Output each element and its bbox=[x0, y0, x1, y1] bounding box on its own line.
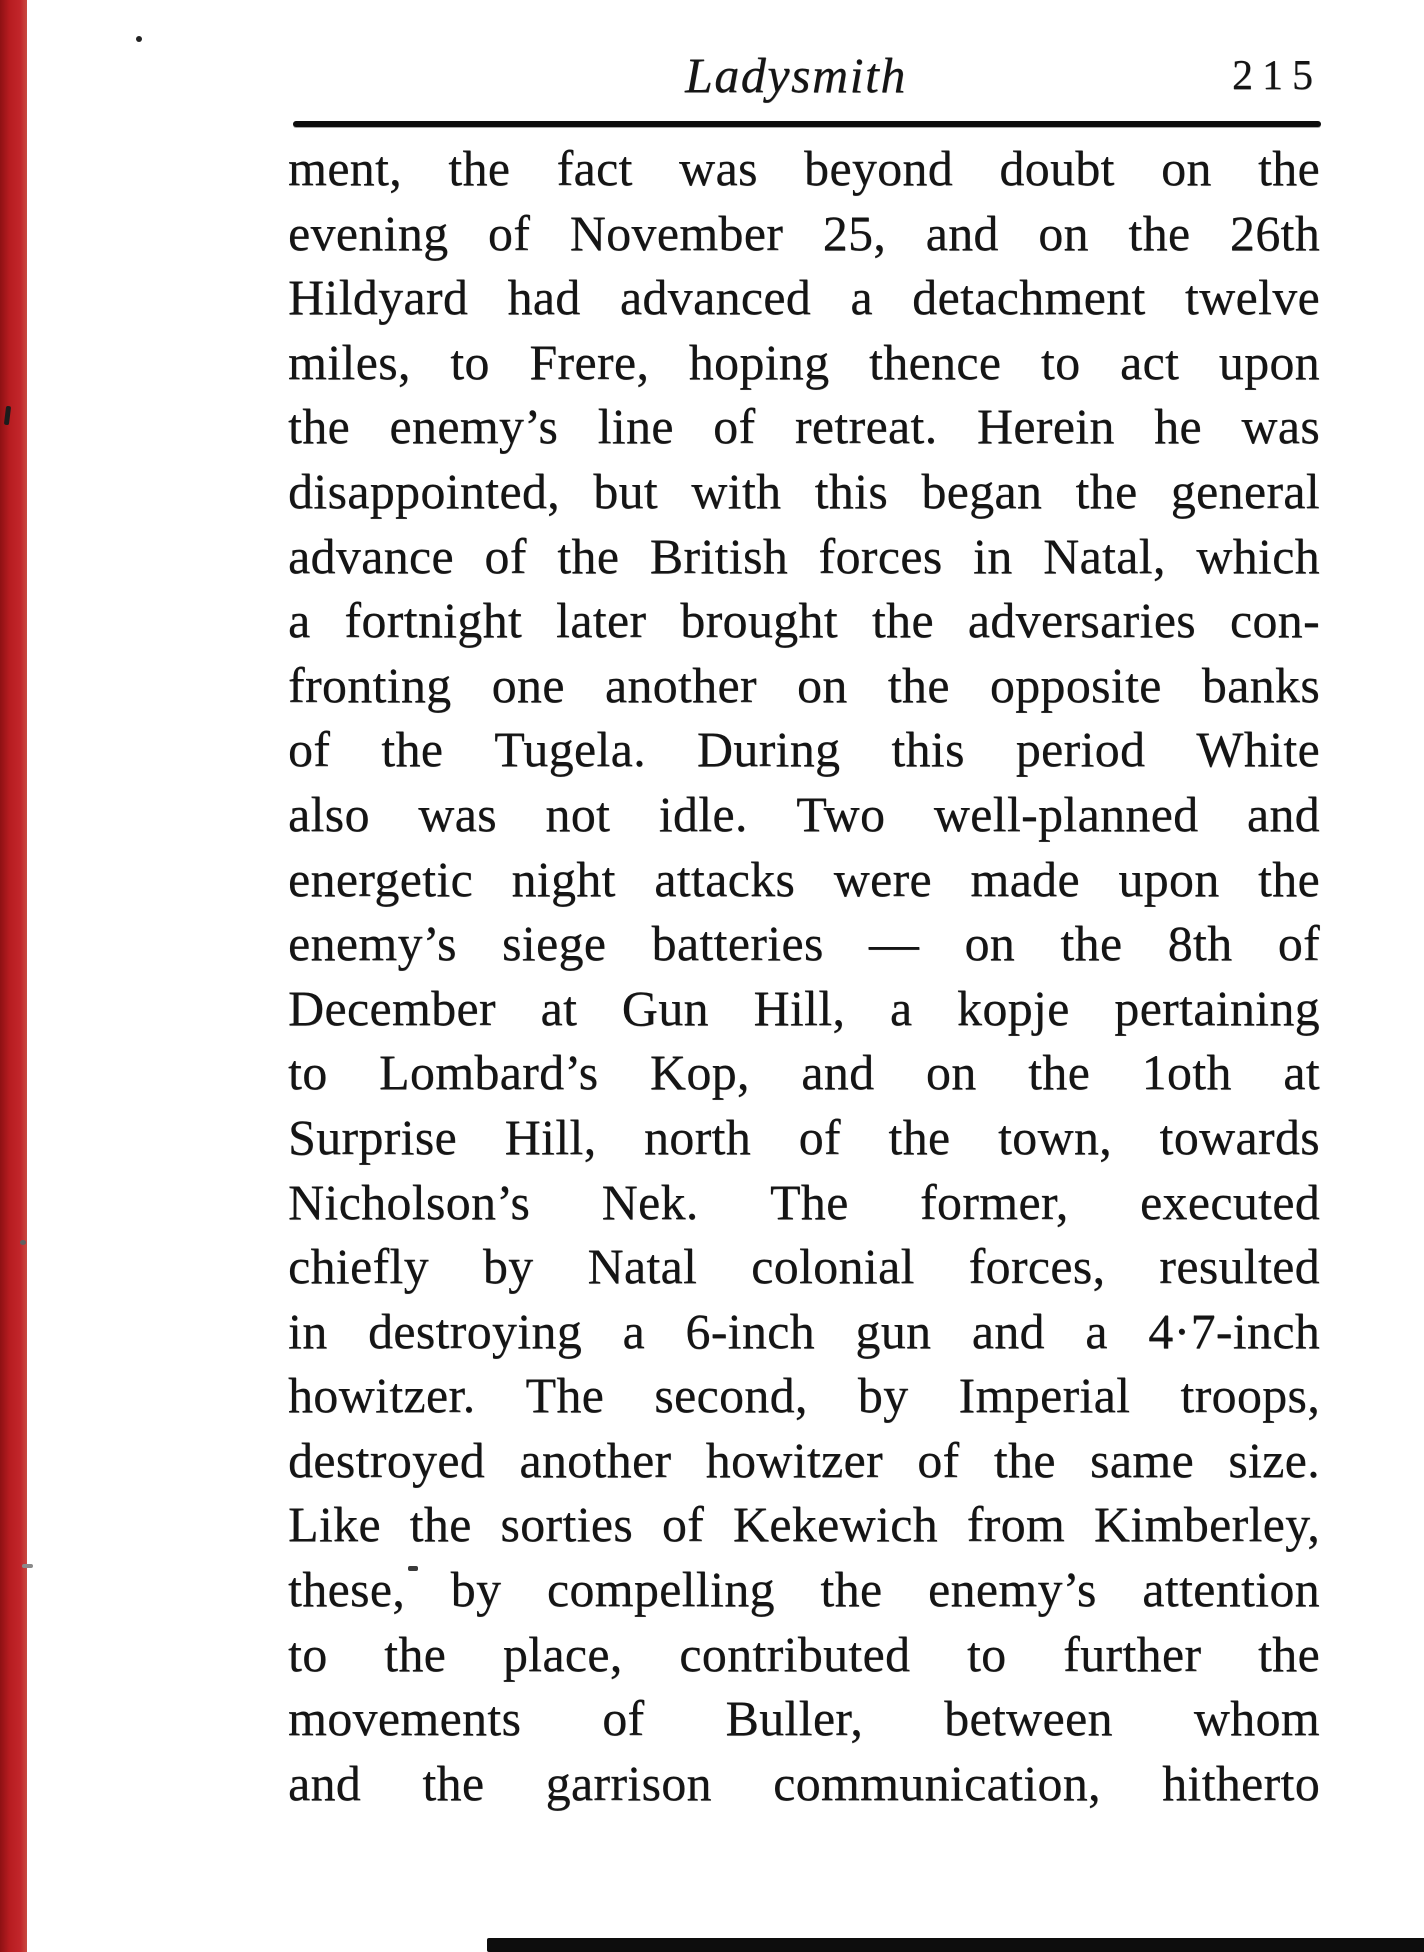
word: 6-inch bbox=[685, 1302, 815, 1359]
word: Frere, bbox=[529, 333, 650, 390]
word: well-planned bbox=[933, 785, 1199, 842]
word: Kop, bbox=[649, 1044, 750, 1101]
word: beyond bbox=[804, 140, 954, 196]
header-rule bbox=[293, 121, 1321, 127]
word: Hildyard bbox=[288, 269, 469, 326]
word: destroyed bbox=[288, 1431, 486, 1488]
text-line bbox=[288, 333, 1320, 398]
word: 1oth bbox=[1141, 1044, 1232, 1101]
word: whom bbox=[1193, 1690, 1320, 1747]
word: chiefly bbox=[288, 1238, 429, 1295]
word: towards bbox=[1159, 1108, 1320, 1165]
word: Hill, bbox=[504, 1108, 597, 1165]
word: a bbox=[850, 269, 873, 326]
text-line bbox=[288, 1625, 1320, 1690]
word: of bbox=[484, 527, 527, 584]
word: Buller, bbox=[725, 1690, 864, 1747]
word: twelve bbox=[1184, 269, 1320, 326]
word: Nek. bbox=[601, 1173, 699, 1230]
word: adversaries bbox=[967, 592, 1196, 649]
word: and bbox=[971, 1302, 1045, 1359]
book-edge-red-strip bbox=[0, 0, 27, 1952]
word: and bbox=[925, 204, 999, 261]
word: Herein bbox=[976, 398, 1115, 455]
word: 25, bbox=[822, 204, 887, 261]
word: not bbox=[545, 785, 611, 842]
word: was bbox=[679, 140, 758, 196]
word: another bbox=[604, 656, 757, 713]
word: enemy’s bbox=[288, 915, 457, 972]
body-text-block bbox=[288, 139, 1320, 1818]
word: White bbox=[1196, 721, 1320, 778]
word: at bbox=[1283, 1044, 1320, 1101]
text-line bbox=[288, 1237, 1320, 1302]
word: evening bbox=[288, 204, 449, 261]
word: gun bbox=[855, 1302, 932, 1359]
word: The bbox=[525, 1367, 605, 1424]
word: this bbox=[814, 462, 889, 519]
word: compelling bbox=[546, 1561, 775, 1618]
word: destroying bbox=[367, 1302, 583, 1359]
word: but bbox=[593, 462, 658, 519]
word: sorties bbox=[500, 1496, 634, 1553]
word: The bbox=[769, 1173, 849, 1230]
word: these, bbox=[288, 1561, 406, 1618]
word: were bbox=[833, 850, 932, 907]
word: ment, bbox=[288, 140, 402, 196]
word: and bbox=[1246, 785, 1320, 842]
word: at bbox=[540, 979, 578, 1036]
word: December bbox=[288, 979, 496, 1036]
word: the bbox=[888, 1108, 951, 1165]
word: was bbox=[1241, 398, 1320, 455]
text-line bbox=[288, 1366, 1320, 1431]
word: Gun bbox=[621, 979, 709, 1036]
word: general bbox=[1170, 462, 1320, 519]
text-line bbox=[288, 527, 1320, 592]
word: on bbox=[1161, 140, 1212, 196]
word: night bbox=[511, 850, 616, 907]
word: the bbox=[1128, 204, 1191, 261]
word: in bbox=[973, 527, 1013, 584]
word: the bbox=[1075, 462, 1138, 519]
word: of bbox=[602, 1690, 645, 1747]
word: Natal bbox=[587, 1238, 698, 1295]
scanner-edge-bar bbox=[487, 1938, 1424, 1952]
word: Hill, bbox=[753, 979, 846, 1036]
word: of bbox=[713, 398, 756, 455]
word: the bbox=[384, 1625, 447, 1682]
word: of bbox=[487, 204, 531, 261]
word: troops, bbox=[1180, 1367, 1320, 1424]
word: the bbox=[381, 721, 444, 778]
word: British bbox=[649, 527, 788, 584]
word: to bbox=[1040, 333, 1081, 390]
text-line bbox=[288, 979, 1320, 1044]
word: 8th bbox=[1167, 915, 1233, 972]
word: idle. bbox=[658, 785, 748, 842]
word: in bbox=[288, 1302, 328, 1359]
word: upon bbox=[1218, 333, 1320, 390]
word: the bbox=[557, 527, 620, 584]
word: brought bbox=[680, 592, 838, 649]
text-line bbox=[288, 397, 1320, 462]
page-number: 215 bbox=[1232, 53, 1322, 99]
word: enemy’s bbox=[927, 1561, 1097, 1618]
text-line bbox=[288, 720, 1320, 785]
word: fortnight bbox=[344, 592, 523, 649]
word: a bbox=[288, 592, 311, 649]
word: place, bbox=[502, 1625, 623, 1682]
word: upon bbox=[1118, 850, 1220, 907]
text-line bbox=[288, 462, 1320, 527]
text-line bbox=[288, 914, 1320, 979]
word: fact bbox=[556, 140, 633, 196]
text-line bbox=[288, 1302, 1320, 1367]
text-line bbox=[288, 1431, 1320, 1496]
word: attacks bbox=[654, 850, 796, 907]
word: which bbox=[1196, 527, 1320, 584]
text-line bbox=[288, 1173, 1320, 1238]
word: the bbox=[871, 592, 934, 649]
text-line bbox=[288, 1108, 1320, 1173]
word: on bbox=[925, 1044, 977, 1101]
word: siege bbox=[502, 915, 607, 972]
word: During bbox=[696, 721, 841, 778]
word: the bbox=[1257, 1625, 1320, 1682]
word: hitherto bbox=[1162, 1754, 1320, 1811]
word: with bbox=[691, 462, 782, 519]
word: Natal, bbox=[1043, 527, 1166, 584]
word: to bbox=[288, 1625, 328, 1682]
word: of bbox=[1277, 915, 1320, 972]
word: same bbox=[1090, 1431, 1194, 1488]
word: forces, bbox=[968, 1238, 1106, 1295]
word: period bbox=[1015, 721, 1146, 778]
word: doubt bbox=[999, 140, 1115, 196]
word: further bbox=[1063, 1625, 1202, 1682]
word: enemy’s bbox=[389, 398, 559, 455]
word: Lombard’s bbox=[379, 1044, 599, 1101]
word: between bbox=[944, 1690, 1113, 1747]
word: Surprise bbox=[288, 1108, 458, 1165]
word: attention bbox=[1142, 1561, 1320, 1618]
word: size. bbox=[1228, 1431, 1320, 1488]
word: and bbox=[288, 1754, 362, 1811]
word: Like bbox=[288, 1496, 381, 1553]
word: energetic bbox=[288, 850, 473, 907]
word: hoping bbox=[688, 333, 830, 390]
word: the bbox=[409, 1496, 472, 1553]
word: the bbox=[1060, 915, 1123, 972]
ink-speck bbox=[136, 36, 142, 42]
word: of bbox=[661, 1496, 705, 1553]
word: act bbox=[1119, 333, 1180, 390]
word: kopje bbox=[957, 979, 1070, 1036]
word: one bbox=[491, 656, 565, 713]
text-line bbox=[288, 204, 1320, 269]
word: north bbox=[643, 1108, 752, 1165]
word: was bbox=[418, 785, 497, 842]
word: miles, bbox=[288, 333, 411, 390]
word: by bbox=[450, 1561, 502, 1618]
word: the bbox=[887, 656, 950, 713]
word: and bbox=[801, 1044, 875, 1101]
word: con- bbox=[1229, 592, 1320, 649]
word: November bbox=[569, 204, 784, 261]
word: Tugela. bbox=[494, 721, 646, 778]
word: began bbox=[921, 462, 1043, 519]
word: forces bbox=[818, 527, 943, 584]
word: of bbox=[288, 721, 331, 778]
word: movements bbox=[288, 1690, 522, 1747]
word: a bbox=[622, 1302, 645, 1359]
word: contributed bbox=[679, 1625, 911, 1682]
word: town, bbox=[997, 1108, 1112, 1165]
text-line bbox=[288, 850, 1320, 915]
word: disappointed, bbox=[288, 462, 560, 519]
word: Kimberley, bbox=[1093, 1496, 1320, 1553]
word: another bbox=[519, 1431, 672, 1488]
text-line bbox=[288, 1689, 1320, 1754]
word: 4·7-inch bbox=[1148, 1302, 1320, 1359]
word: Nicholson’s bbox=[288, 1173, 531, 1230]
word: resulted bbox=[1159, 1238, 1320, 1295]
text-line bbox=[288, 591, 1320, 656]
word: later bbox=[556, 592, 647, 649]
word: the bbox=[1028, 1044, 1091, 1101]
word: thence bbox=[869, 333, 1002, 390]
word: the bbox=[820, 1561, 883, 1618]
word: the bbox=[422, 1754, 485, 1811]
word: detachment bbox=[912, 269, 1146, 326]
text-line bbox=[288, 1495, 1320, 1560]
ink-speck bbox=[408, 1566, 418, 1571]
word: pertaining bbox=[1114, 979, 1320, 1036]
word: on bbox=[964, 915, 1016, 972]
word: the bbox=[1257, 140, 1320, 196]
word: advance bbox=[288, 527, 454, 584]
word: this bbox=[891, 721, 965, 778]
word: of bbox=[917, 1431, 960, 1488]
text-line bbox=[288, 139, 1320, 204]
word: of bbox=[798, 1108, 841, 1165]
word: from bbox=[966, 1496, 1066, 1553]
word: banks bbox=[1201, 656, 1320, 713]
word: former, bbox=[919, 1173, 1069, 1230]
word: he bbox=[1154, 398, 1202, 455]
margin-mark bbox=[22, 1564, 33, 1568]
ink-speck bbox=[20, 1240, 26, 1245]
text-line bbox=[288, 785, 1320, 850]
word: the bbox=[288, 398, 350, 455]
word: second, bbox=[654, 1367, 808, 1424]
word: also bbox=[288, 785, 370, 842]
word: had bbox=[507, 269, 581, 326]
word: communication, bbox=[773, 1754, 1101, 1811]
text-line bbox=[288, 1754, 1320, 1819]
word: colonial bbox=[751, 1238, 915, 1295]
word: garrison bbox=[545, 1754, 712, 1811]
word: howitzer bbox=[705, 1431, 883, 1488]
word: to bbox=[288, 1044, 328, 1101]
word: a bbox=[889, 979, 913, 1036]
text-line bbox=[288, 1560, 1320, 1625]
word: the bbox=[448, 140, 511, 196]
word: advanced bbox=[619, 269, 812, 326]
text-line bbox=[288, 656, 1320, 721]
word: retreat. bbox=[794, 398, 938, 455]
word: the bbox=[993, 1431, 1056, 1488]
word: by bbox=[857, 1367, 909, 1424]
word: fronting bbox=[288, 656, 452, 713]
word: Two bbox=[796, 785, 886, 842]
word: on bbox=[1038, 204, 1089, 261]
word: Imperial bbox=[958, 1367, 1131, 1424]
word: opposite bbox=[989, 656, 1162, 713]
running-header-title: Ladysmith bbox=[685, 47, 907, 103]
word: howitzer. bbox=[288, 1367, 476, 1424]
word: on bbox=[796, 656, 848, 713]
word: executed bbox=[1139, 1173, 1320, 1230]
text-line bbox=[288, 1043, 1320, 1108]
text-line bbox=[288, 268, 1320, 333]
word: 26th bbox=[1229, 204, 1320, 261]
word: made bbox=[970, 850, 1080, 907]
word: a bbox=[1085, 1302, 1108, 1359]
word: the bbox=[1257, 850, 1320, 907]
word: — bbox=[868, 915, 920, 972]
word: line bbox=[597, 398, 674, 455]
word: batteries bbox=[651, 915, 824, 972]
word: to bbox=[450, 333, 490, 390]
word: to bbox=[966, 1625, 1007, 1682]
word: by bbox=[482, 1238, 534, 1295]
word: Kekewich bbox=[732, 1496, 938, 1553]
